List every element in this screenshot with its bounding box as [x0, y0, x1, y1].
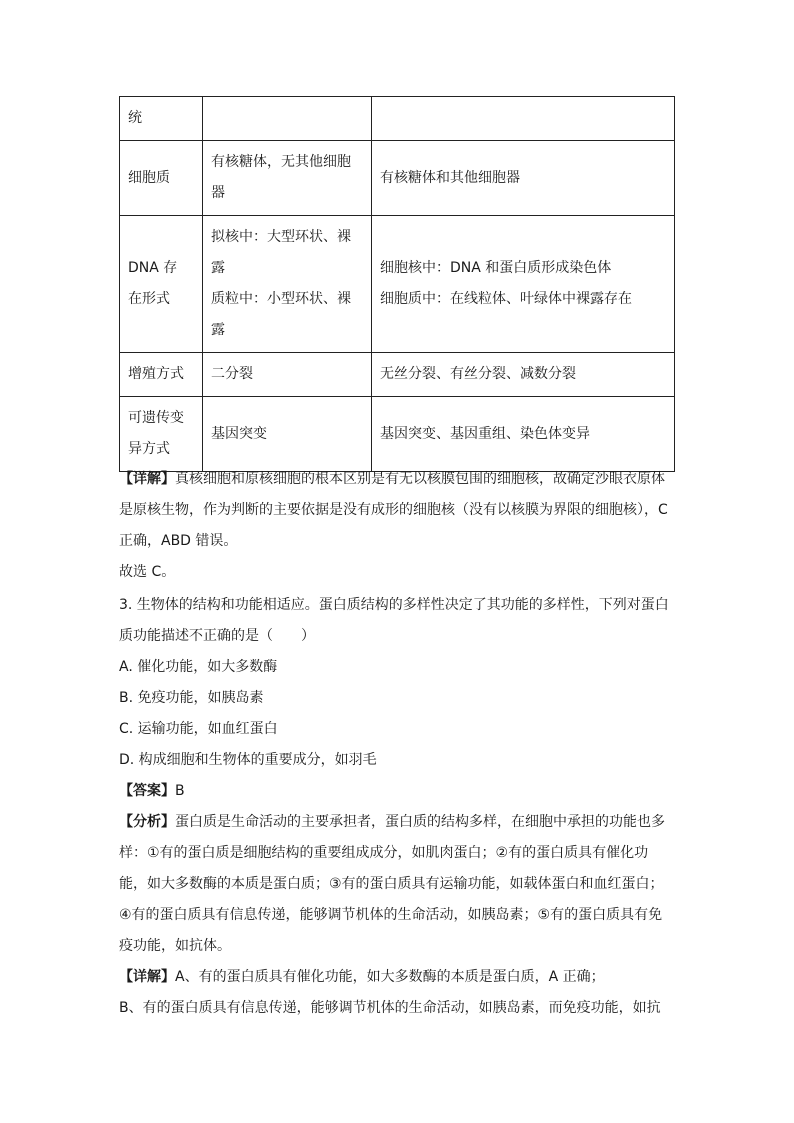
- answer-value: B: [175, 783, 185, 799]
- cell-text: 细胞核中：DNA 和蛋白质形成染色体: [380, 260, 612, 276]
- row-label-cell: [120, 141, 203, 216]
- prokaryote-cell: [203, 353, 372, 397]
- prokaryote-cell: [203, 141, 372, 216]
- cell-text: 异方式: [128, 441, 170, 457]
- cell-text: 无丝分裂、有丝分裂、减数分裂: [380, 366, 576, 382]
- detail-line: 正确，ABD 错误。: [119, 533, 238, 549]
- row-label-cell: [120, 216, 203, 353]
- analysis-line: 样：①有的蛋白质是细胞结构的重要组成成分，如肌肉蛋白；②有的蛋白质具有催化功: [119, 845, 649, 861]
- analysis-tag: 【分析】: [119, 814, 175, 830]
- detail-tag: 【详解】: [119, 471, 175, 487]
- question-stem-line: 3. 生物体的结构和功能相适应。蛋白质结构的多样性决定了其功能的多样性，下列对蛋白: [119, 597, 669, 613]
- cell-text: 露: [211, 260, 225, 276]
- detail-section-1: [119, 464, 679, 588]
- detail-conclusion: 故选 C。: [119, 564, 176, 580]
- detail-paragraph: 【详解】真核细胞和原核细胞的根本区别是有无以核膜包围的细胞核，故确定沙眼衣原体: [119, 471, 665, 487]
- table-row: [120, 397, 675, 472]
- eukaryote-cell: [372, 397, 675, 472]
- cell-text: 增殖方式: [128, 366, 184, 382]
- cell-text: 有核糖体和其他细胞器: [380, 169, 520, 186]
- row-label-cell: [120, 353, 203, 397]
- cell-text: 基因突变、基因重组、染色体变异: [380, 425, 590, 442]
- cell-text: 基因突变: [211, 425, 267, 442]
- row-label-cell: [120, 397, 203, 472]
- table-row: [120, 216, 675, 353]
- answer-tag: 【答案】: [119, 783, 175, 799]
- question-3: [119, 590, 679, 776]
- cell-text: 细胞质: [128, 169, 170, 186]
- cell-text: 露: [211, 322, 225, 338]
- cell-text: 在形式: [128, 291, 170, 307]
- cell-text: DNA 存: [128, 260, 178, 276]
- cell-text: 可遗传变: [128, 410, 184, 426]
- table-row: [120, 97, 675, 141]
- table-row: [120, 141, 675, 216]
- prokaryote-cell: [203, 97, 372, 141]
- comparison-table: [119, 96, 675, 472]
- option-d: D. 构成细胞和生物体的重要成分，如羽毛: [119, 752, 377, 768]
- cell-text: 器: [211, 185, 225, 201]
- analysis-line: 能，如大多数酶的本质是蛋白质；③有的蛋白质具有运输功能，如载体蛋白和血红蛋白；: [119, 876, 664, 892]
- analysis-section: 【分析】蛋白质是生命活动的主要承担者，蛋白质的结构多样，在细胞中承担的功能也多 样：①有的蛋白质是细胞结构的重要组成成分，如肌肉蛋白；②有的蛋白质具有催化功 能，如大多数酶的本质是蛋白质；③有的蛋白质具有运输功能，如载体蛋白和血红蛋白； ④有的蛋白质具有信息传递，能够调节机体的生命活动，如胰岛素；⑤有的蛋白质具有免 疫功能，如抗体。: [119, 807, 679, 962]
- question-stem-line: 质功能描述不正确的是（ ）: [119, 628, 315, 644]
- prokaryote-cell: [203, 397, 372, 472]
- cell-text: 二分裂: [211, 366, 253, 382]
- prokaryote-cell: [203, 216, 372, 353]
- eukaryote-cell: [372, 97, 675, 141]
- eukaryote-cell: [372, 216, 675, 353]
- row-label-cell: [120, 97, 203, 141]
- analysis-line: 疫功能，如抗体。: [119, 938, 231, 954]
- cell-text: 统: [128, 110, 142, 126]
- detail-section-2: 【详解】A、有的蛋白质具有催化功能，如大多数酶的本质是蛋白质，A 正确； B、有的蛋白质具有信息传递，能够调节机体的生命活动，如胰岛素，而免疫功能，如抗: [119, 962, 679, 1024]
- detail-line: 是原核生物，作为判断的主要依据是没有成形的细胞核（没有以核膜为界限的细胞核），C: [119, 502, 668, 518]
- option-b: B. 免疫功能，如胰岛素: [119, 690, 264, 706]
- option-c: C. 运输功能，如血红蛋白: [119, 721, 278, 737]
- analysis-line: ④有的蛋白质具有信息传递，能够调节机体的生命活动，如胰岛素；⑤有的蛋白质具有免: [119, 907, 663, 923]
- cell-text: 质粒中：小型环状、裸: [211, 291, 351, 307]
- cell-text: 细胞质中：在线粒体、叶绿体中裸露存在: [380, 291, 632, 307]
- cell-text: 拟核中：大型环状、裸: [211, 229, 351, 245]
- cell-text: 有核糖体，无其他细胞: [211, 154, 351, 170]
- detail-line: B、有的蛋白质具有信息传递，能够调节机体的生命活动，如胰岛素，而免疫功能，如抗: [119, 1000, 661, 1016]
- table-row: [120, 353, 675, 397]
- option-a: A. 催化功能，如大多数酶: [119, 659, 278, 675]
- answer-section: [119, 776, 679, 807]
- detail-tag: 【详解】: [119, 969, 175, 985]
- eukaryote-cell: [372, 353, 675, 397]
- eukaryote-cell: [372, 141, 675, 216]
